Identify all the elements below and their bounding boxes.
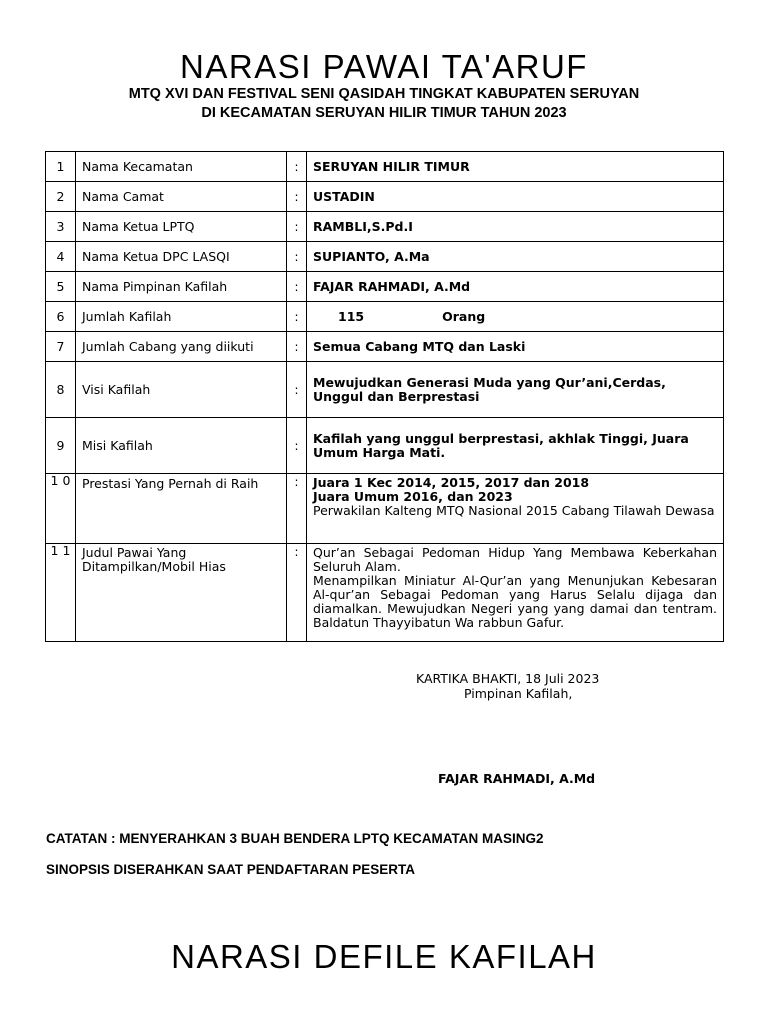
row-colon: : [287,242,307,272]
row-label: Judul Pawai Yang Ditampilkan/Mobil Hias [76,544,287,642]
row-colon: : [287,544,307,642]
row-label: Visi Kafilah [76,362,287,418]
row-number: 7 [46,332,76,362]
row-value: Kafilah yang unggul berprestasi, akhlak Tinggi, Juara Umum Harga Mati. [307,418,724,474]
table-row [46,302,724,332]
row-number: 9 [46,418,76,474]
row-label: Nama Kecamatan [76,152,287,182]
row-value: RAMBLI,S.Pd.I [307,212,724,242]
row-colon: : [287,418,307,474]
prestasi-line-1: Juara 1 Kec 2014, 2015, 2017 dan 2018 [313,475,590,490]
kafilah-count: 115 [338,309,365,324]
table-row [46,418,724,474]
subtitle-line-2: DI KECAMATAN SERUYAN HILIR TIMUR TAHUN 2023 [201,105,567,121]
note-catatan: CATATAN : MENYERAHKAN 3 BUAH BENDERA LPTQ KECAMATAN MASING2 [46,831,544,846]
row-label: Misi Kafilah [76,418,287,474]
table-row [46,182,724,212]
narasi-table [45,151,724,642]
section-title-defile: NARASI DEFILE KAFILAH [171,938,597,975]
row-number: 1 1 [46,544,76,642]
row-number: 6 [46,302,76,332]
row-number: 1 [46,152,76,182]
row-value: Mewujudkan Generasi Muda yang Qur’ani,Cerdas, Unggul dan Berprestasi [307,362,724,418]
row-number: 1 0 [46,474,76,544]
signature-position: Pimpinan Kafilah, [464,686,573,701]
note-sinopsis: SINOPSIS DISERAHKAN SAAT PENDAFTARAN PESERTA [46,862,416,877]
row-value [307,474,724,544]
signature-name: FAJAR RAHMADI, A.Md [438,771,596,786]
table-row [46,272,724,302]
row-colon: : [287,272,307,302]
row-value: SERUYAN HILIR TIMUR [307,152,724,182]
row-label: Prestasi Yang Pernah di Raih [76,474,287,544]
table-row [46,152,724,182]
row-colon: : [287,302,307,332]
row-colon: : [287,212,307,242]
table-row [46,362,724,418]
row-colon: : [287,474,307,544]
row-value: FAJAR RAHMADI, A.Md [307,272,724,302]
signature-place-date: KARTIKA BHAKTI, 18 Juli 2023 [416,671,600,686]
prestasi-line-3: Perwakilan Kalteng MTQ Nasional 2015 Cabang Tilawah Dewasa [313,503,715,518]
row-number: 5 [46,272,76,302]
row-value [307,302,724,332]
row-label: Nama Ketua DPC LASQI [76,242,287,272]
kafilah-unit: Orang [442,309,486,324]
row-value: USTADIN [307,182,724,212]
row-colon: : [287,332,307,362]
table-row [46,212,724,242]
row-label: Nama Ketua LPTQ [76,212,287,242]
row-number: 2 [46,182,76,212]
row-number: 3 [46,212,76,242]
row-colon: : [287,182,307,212]
table-row [46,544,724,642]
row-number: 8 [46,362,76,418]
table-row [46,242,724,272]
prestasi-line-2: Juara Umum 2016, dan 2023 [313,489,513,504]
row-label: Jumlah Kafilah [76,302,287,332]
page-title: NARASI PAWAI TA'ARUF [180,48,588,85]
row-label: Nama Pimpinan Kafilah [76,272,287,302]
row-colon: : [287,362,307,418]
table-row [46,474,724,544]
row-colon: : [287,152,307,182]
row-number: 4 [46,242,76,272]
row-label: Nama Camat [76,182,287,212]
judul-line-2: Menampilkan Miniatur Al-Qur’an yang Menunjukan Kebesaran Al-qur’an Sebagai Pedoman yang Harus Selalu dijaga dan diamalkan. Mewujudkan Negeri yang yang damai dan tentram. Baldatun Thayyibatun Wa rabbun Gafur. [313,573,717,630]
table-row [46,332,724,362]
row-value: SUPIANTO, A.Ma [307,242,724,272]
judul-line-1: Qur’an Sebagai Pedoman Hidup Yang Membawa Keberkahan Seluruh Alam. [313,545,717,574]
row-value: Semua Cabang MTQ dan Laski [307,332,724,362]
row-label: Jumlah Cabang yang diikuti [76,332,287,362]
row-value [307,544,724,642]
subtitle-line-1: MTQ XVI DAN FESTIVAL SENI QASIDAH TINGKAT KABUPATEN SERUYAN [128,86,640,102]
